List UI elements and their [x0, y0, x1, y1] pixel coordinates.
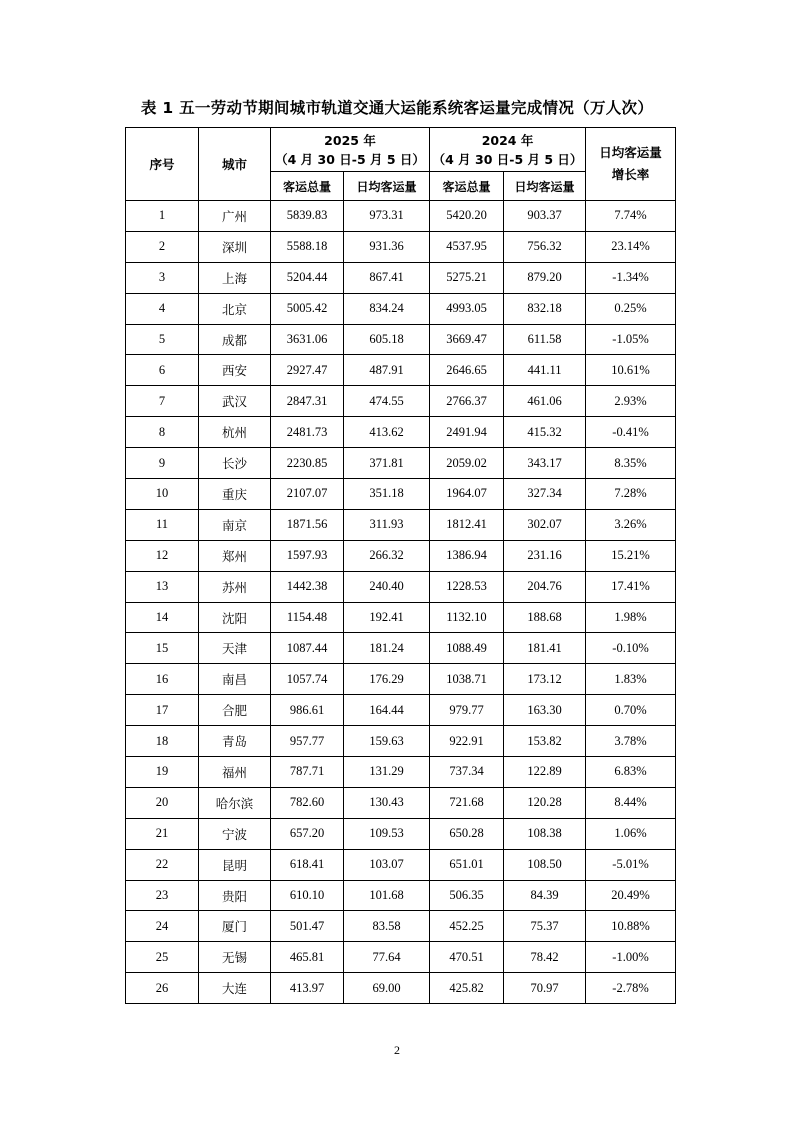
- daily-2025: 103.07: [344, 849, 430, 880]
- total-2025: 5588.18: [271, 231, 344, 262]
- growth-rate: -1.05%: [586, 324, 676, 355]
- table-row: [126, 757, 676, 788]
- daily-2024: 756.32: [504, 231, 586, 262]
- daily-2025: 834.24: [344, 293, 430, 324]
- daily-2024: 153.82: [504, 726, 586, 757]
- total-2025: 1087.44: [271, 633, 344, 664]
- total-2024: 1038.71: [430, 664, 504, 695]
- total-2024: 2766.37: [430, 386, 504, 417]
- table-title: 表 1 五一劳动节期间城市轨道交通大运能系统客运量完成情况（万人次）: [140, 99, 654, 117]
- table-row: [126, 509, 676, 540]
- total-2025: 3631.06: [271, 324, 344, 355]
- daily-2024: 84.39: [504, 880, 586, 911]
- growth-rate: -1.00%: [586, 942, 676, 973]
- header-2024-period: （4 月 30 日-5 月 5 日）: [432, 151, 583, 167]
- city-name: 南昌: [199, 664, 271, 695]
- table-row: [126, 417, 676, 448]
- row-number: 8: [126, 417, 199, 448]
- total-2024: 3669.47: [430, 324, 504, 355]
- row-number: 16: [126, 664, 199, 695]
- city-name: 郑州: [199, 540, 271, 571]
- table-row: [126, 818, 676, 849]
- city-name: 苏州: [199, 571, 271, 602]
- city-name: 青岛: [199, 726, 271, 757]
- total-2025: 618.41: [271, 849, 344, 880]
- daily-2025: 266.32: [344, 540, 430, 571]
- total-2025: 2107.07: [271, 479, 344, 510]
- daily-2025: 371.81: [344, 448, 430, 479]
- row-number: 13: [126, 571, 199, 602]
- total-2025: 2230.85: [271, 448, 344, 479]
- daily-2024: 70.97: [504, 973, 586, 1004]
- city-name: 重庆: [199, 479, 271, 510]
- row-number: 2: [126, 231, 199, 262]
- growth-rate: -5.01%: [586, 849, 676, 880]
- total-2025: 657.20: [271, 818, 344, 849]
- total-2024: 5420.20: [430, 201, 504, 232]
- total-2025: 465.81: [271, 942, 344, 973]
- row-number: 21: [126, 818, 199, 849]
- growth-rate: 6.83%: [586, 757, 676, 788]
- row-number: 14: [126, 602, 199, 633]
- row-number: 20: [126, 787, 199, 818]
- table-row: [126, 355, 676, 386]
- table-row: [126, 201, 676, 232]
- row-number: 6: [126, 355, 199, 386]
- daily-2025: 351.18: [344, 479, 430, 510]
- total-2025: 5005.42: [271, 293, 344, 324]
- total-2025: 413.97: [271, 973, 344, 1004]
- growth-rate: 8.35%: [586, 448, 676, 479]
- growth-rate: 3.78%: [586, 726, 676, 757]
- daily-2024: 188.68: [504, 602, 586, 633]
- city-name: 上海: [199, 262, 271, 293]
- header-2024: [430, 128, 586, 172]
- row-number: 10: [126, 479, 199, 510]
- total-2025: 1154.48: [271, 602, 344, 633]
- total-2025: 2481.73: [271, 417, 344, 448]
- table-row: [126, 540, 676, 571]
- header-growth-line1: 日均客运量: [599, 145, 662, 160]
- daily-2025: 101.68: [344, 880, 430, 911]
- row-number: 1: [126, 201, 199, 232]
- daily-2025: 867.41: [344, 262, 430, 293]
- total-2024: 1228.53: [430, 571, 504, 602]
- city-name: 沈阳: [199, 602, 271, 633]
- total-2024: 506.35: [430, 880, 504, 911]
- row-number: 26: [126, 973, 199, 1004]
- total-2024: 4993.05: [430, 293, 504, 324]
- daily-2024: 204.76: [504, 571, 586, 602]
- row-number: 23: [126, 880, 199, 911]
- daily-2024: 302.07: [504, 509, 586, 540]
- table-row: [126, 571, 676, 602]
- table-row: [126, 386, 676, 417]
- table-row: [126, 787, 676, 818]
- total-2025: 782.60: [271, 787, 344, 818]
- header-2025-daily: 日均客运量: [344, 172, 430, 201]
- table-row: [126, 726, 676, 757]
- header-city: 城市: [199, 128, 271, 201]
- header-2025-year: 2025 年: [324, 132, 376, 148]
- daily-2024: 231.16: [504, 540, 586, 571]
- header-2025: [271, 128, 430, 172]
- growth-rate: 17.41%: [586, 571, 676, 602]
- growth-rate: 7.28%: [586, 479, 676, 510]
- table-row: [126, 293, 676, 324]
- total-2024: 2491.94: [430, 417, 504, 448]
- daily-2025: 131.29: [344, 757, 430, 788]
- row-number: 5: [126, 324, 199, 355]
- city-name: 合肥: [199, 695, 271, 726]
- page-number: 2: [394, 1043, 400, 1057]
- daily-2024: 611.58: [504, 324, 586, 355]
- total-2024: 1964.07: [430, 479, 504, 510]
- total-2024: 1386.94: [430, 540, 504, 571]
- daily-2025: 130.43: [344, 787, 430, 818]
- daily-2024: 120.28: [504, 787, 586, 818]
- ridership-table: [125, 127, 676, 1004]
- total-2025: 986.61: [271, 695, 344, 726]
- table-row: [126, 664, 676, 695]
- table-row: [126, 231, 676, 262]
- total-2025: 5204.44: [271, 262, 344, 293]
- header-2024-year: 2024 年: [481, 132, 534, 148]
- row-number: 9: [126, 448, 199, 479]
- total-2025: 2847.31: [271, 386, 344, 417]
- city-name: 北京: [199, 293, 271, 324]
- daily-2024: 78.42: [504, 942, 586, 973]
- total-2025: 1597.93: [271, 540, 344, 571]
- total-2024: 922.91: [430, 726, 504, 757]
- daily-2025: 83.58: [344, 911, 430, 942]
- total-2025: 1442.38: [271, 571, 344, 602]
- total-2024: 2646.65: [430, 355, 504, 386]
- table-row: [126, 849, 676, 880]
- city-name: 大连: [199, 973, 271, 1004]
- daily-2025: 605.18: [344, 324, 430, 355]
- growth-rate: 1.06%: [586, 818, 676, 849]
- city-name: 杭州: [199, 417, 271, 448]
- table-row: [126, 633, 676, 664]
- daily-2024: 832.18: [504, 293, 586, 324]
- daily-2024: 181.41: [504, 633, 586, 664]
- city-name: 天津: [199, 633, 271, 664]
- city-name: 深圳: [199, 231, 271, 262]
- total-2024: 721.68: [430, 787, 504, 818]
- city-name: 贵阳: [199, 880, 271, 911]
- total-2025: 1871.56: [271, 509, 344, 540]
- daily-2025: 931.36: [344, 231, 430, 262]
- header-2025-total: 客运总量: [271, 172, 344, 201]
- table-row: [126, 262, 676, 293]
- daily-2024: 327.34: [504, 479, 586, 510]
- table-row: [126, 324, 676, 355]
- row-number: 22: [126, 849, 199, 880]
- daily-2024: 122.89: [504, 757, 586, 788]
- daily-2025: 77.64: [344, 942, 430, 973]
- header-2024-total: 客运总量: [430, 172, 504, 201]
- total-2024: 1132.10: [430, 602, 504, 633]
- daily-2025: 973.31: [344, 201, 430, 232]
- daily-2024: 415.32: [504, 417, 586, 448]
- total-2025: 1057.74: [271, 664, 344, 695]
- daily-2025: 159.63: [344, 726, 430, 757]
- table-row: [126, 911, 676, 942]
- header-growth: [586, 128, 676, 201]
- total-2024: 425.82: [430, 973, 504, 1004]
- table-row: [126, 479, 676, 510]
- daily-2024: 343.17: [504, 448, 586, 479]
- city-name: 宁波: [199, 818, 271, 849]
- city-name: 无锡: [199, 942, 271, 973]
- growth-rate: 0.70%: [586, 695, 676, 726]
- growth-rate: 7.74%: [586, 201, 676, 232]
- city-name: 南京: [199, 509, 271, 540]
- total-2024: 737.34: [430, 757, 504, 788]
- city-name: 武汉: [199, 386, 271, 417]
- growth-rate: 3.26%: [586, 509, 676, 540]
- total-2024: 979.77: [430, 695, 504, 726]
- growth-rate: 1.98%: [586, 602, 676, 633]
- growth-rate: 1.83%: [586, 664, 676, 695]
- growth-rate: -2.78%: [586, 973, 676, 1004]
- daily-2024: 173.12: [504, 664, 586, 695]
- row-number: 17: [126, 695, 199, 726]
- daily-2025: 487.91: [344, 355, 430, 386]
- row-number: 12: [126, 540, 199, 571]
- total-2024: 651.01: [430, 849, 504, 880]
- city-name: 西安: [199, 355, 271, 386]
- growth-rate: 0.25%: [586, 293, 676, 324]
- table-row: [126, 602, 676, 633]
- row-number: 4: [126, 293, 199, 324]
- daily-2025: 109.53: [344, 818, 430, 849]
- daily-2024: 75.37: [504, 911, 586, 942]
- growth-rate: 10.61%: [586, 355, 676, 386]
- row-number: 18: [126, 726, 199, 757]
- city-name: 成都: [199, 324, 271, 355]
- table-row: [126, 942, 676, 973]
- daily-2025: 474.55: [344, 386, 430, 417]
- header-2024-daily: 日均客运量: [504, 172, 586, 201]
- growth-rate: 23.14%: [586, 231, 676, 262]
- row-number: 25: [126, 942, 199, 973]
- row-number: 7: [126, 386, 199, 417]
- table-row: [126, 880, 676, 911]
- growth-rate: 15.21%: [586, 540, 676, 571]
- daily-2024: 879.20: [504, 262, 586, 293]
- city-name: 昆明: [199, 849, 271, 880]
- daily-2025: 413.62: [344, 417, 430, 448]
- daily-2024: 163.30: [504, 695, 586, 726]
- growth-rate: 20.49%: [586, 880, 676, 911]
- daily-2024: 108.38: [504, 818, 586, 849]
- total-2025: 957.77: [271, 726, 344, 757]
- row-number: 3: [126, 262, 199, 293]
- row-number: 19: [126, 757, 199, 788]
- daily-2025: 192.41: [344, 602, 430, 633]
- row-number: 15: [126, 633, 199, 664]
- daily-2025: 164.44: [344, 695, 430, 726]
- total-2025: 501.47: [271, 911, 344, 942]
- growth-rate: 10.88%: [586, 911, 676, 942]
- growth-rate: -0.41%: [586, 417, 676, 448]
- total-2024: 452.25: [430, 911, 504, 942]
- daily-2025: 69.00: [344, 973, 430, 1004]
- total-2024: 1088.49: [430, 633, 504, 664]
- daily-2025: 181.24: [344, 633, 430, 664]
- daily-2024: 108.50: [504, 849, 586, 880]
- growth-rate: 8.44%: [586, 787, 676, 818]
- city-name: 广州: [199, 201, 271, 232]
- city-name: 厦门: [199, 911, 271, 942]
- total-2025: 5839.83: [271, 201, 344, 232]
- total-2024: 650.28: [430, 818, 504, 849]
- total-2024: 4537.95: [430, 231, 504, 262]
- header-seq: 序号: [126, 128, 199, 201]
- city-name: 哈尔滨: [199, 787, 271, 818]
- daily-2024: 441.11: [504, 355, 586, 386]
- city-name: 长沙: [199, 448, 271, 479]
- row-number: 24: [126, 911, 199, 942]
- header-growth-line2: 增长率: [611, 167, 650, 182]
- total-2025: 787.71: [271, 757, 344, 788]
- growth-rate: -0.10%: [586, 633, 676, 664]
- daily-2025: 176.29: [344, 664, 430, 695]
- table-row: [126, 448, 676, 479]
- total-2025: 610.10: [271, 880, 344, 911]
- header-2025-period: （4 月 30 日-5 月 5 日）: [275, 151, 425, 167]
- daily-2024: 903.37: [504, 201, 586, 232]
- daily-2025: 311.93: [344, 509, 430, 540]
- growth-rate: 2.93%: [586, 386, 676, 417]
- total-2024: 5275.21: [430, 262, 504, 293]
- table-body: [126, 201, 676, 1004]
- table-row: [126, 973, 676, 1004]
- table-row: [126, 695, 676, 726]
- total-2024: 470.51: [430, 942, 504, 973]
- total-2025: 2927.47: [271, 355, 344, 386]
- daily-2024: 461.06: [504, 386, 586, 417]
- total-2024: 2059.02: [430, 448, 504, 479]
- row-number: 11: [126, 509, 199, 540]
- growth-rate: -1.34%: [586, 262, 676, 293]
- city-name: 福州: [199, 757, 271, 788]
- total-2024: 1812.41: [430, 509, 504, 540]
- daily-2025: 240.40: [344, 571, 430, 602]
